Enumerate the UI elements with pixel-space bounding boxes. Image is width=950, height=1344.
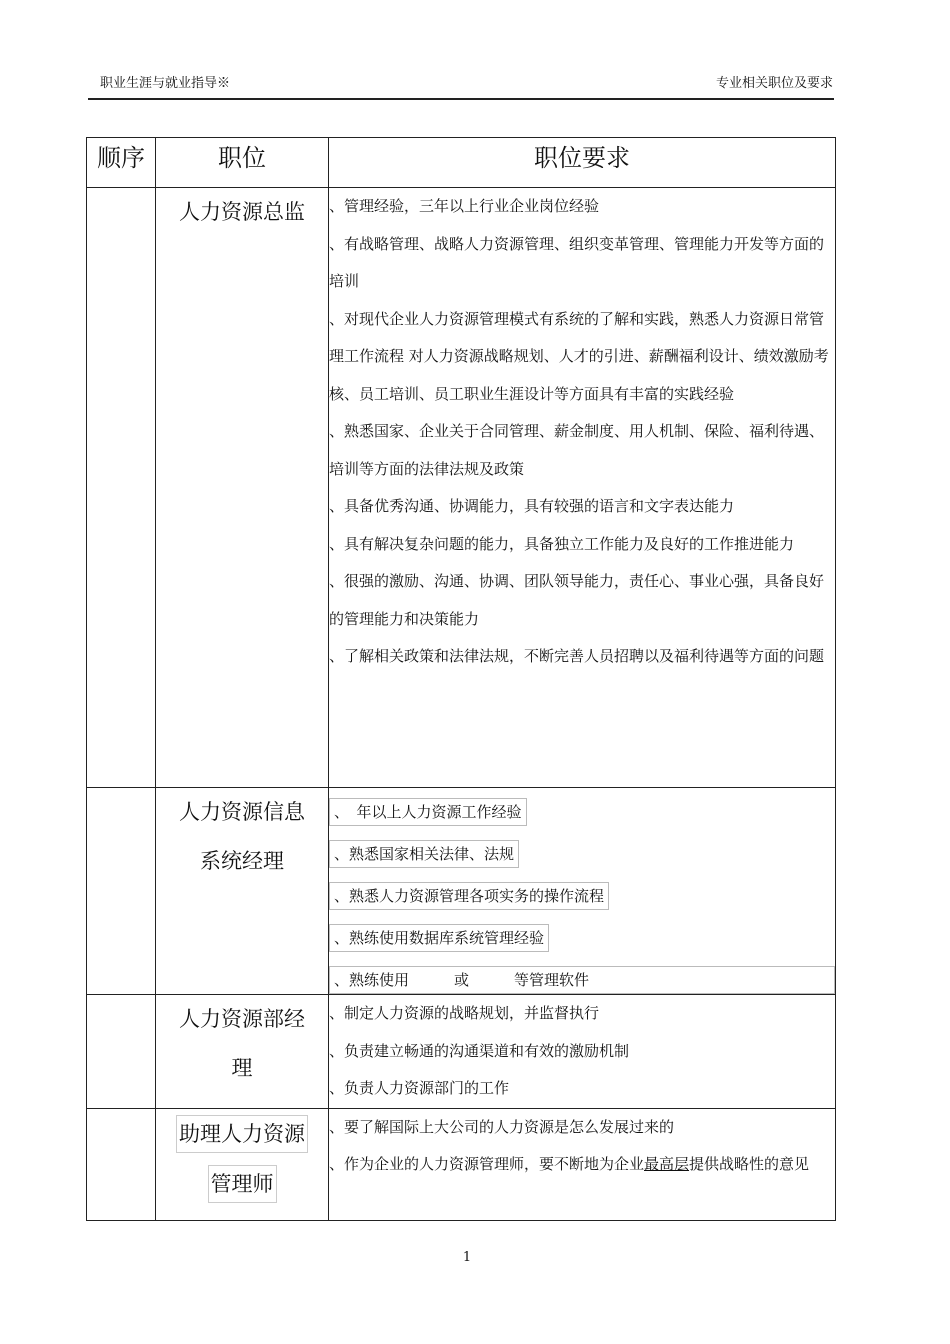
table-row	[87, 188, 836, 788]
requirement-item: 、熟悉国家相关法律、法规	[329, 840, 519, 868]
position-cell	[156, 1108, 329, 1220]
requirement-item: 、熟练使用数据库系统管理经验	[329, 924, 549, 952]
position-name-line: 理	[231, 1056, 253, 1080]
requirements-cell	[329, 788, 836, 995]
underlined-term: 最高层	[644, 1155, 690, 1173]
order-cell	[87, 788, 156, 995]
requirement-item: 、具有解决复杂问题的能力，具备独立工作能力及良好的工作推进能力	[329, 534, 795, 553]
column-header-position: 职位	[156, 138, 329, 188]
requirement-item: 、熟练使用 或 等管理软件	[329, 966, 835, 994]
requirement-item: 、管理经验，三年以上行业企业岗位经验	[329, 197, 600, 215]
requirement-item: 、负责建立畅通的沟通渠道和有效的激励机制	[329, 1041, 630, 1060]
requirement-item: 、很强的激励、沟通、协调、团队领导能力，责任心、事业心强，具备良好的管理能力和决策能力	[329, 572, 825, 628]
table-header-row	[87, 138, 836, 188]
requirement-item: 、了解相关政策和法律法规，不断完善人员招聘以及福利待遇等方面的问题	[329, 647, 825, 665]
header-title-right: 专业相关职位及要求	[715, 76, 833, 91]
requirement-item: 、熟悉国家、企业关于合同管理、薪金制度、用人机制、保险、福利待遇、培训等方面的法律法规及政策	[329, 422, 825, 478]
table-row	[87, 788, 836, 995]
position-name-line: 人力资源部经	[179, 1007, 305, 1031]
requirement-item: 、负责人力资源部门的工作	[329, 1079, 510, 1097]
order-cell	[87, 995, 156, 1109]
requirements-cell	[329, 188, 836, 788]
column-header-order: 顺序	[87, 138, 156, 188]
requirement-item: 、熟悉人力资源管理各项实务的操作流程	[329, 882, 609, 910]
position-name-line: 管理师	[208, 1165, 277, 1203]
position-cell	[156, 188, 329, 788]
requirements-cell	[329, 1108, 836, 1220]
position-name: 人力资源总监	[179, 200, 305, 224]
column-header-requirements: 职位要求	[329, 138, 836, 188]
requirement-item: 、有战略管理、战略人力资源管理、组织变革管理、管理能力开发等方面的培训	[329, 234, 825, 290]
position-cell	[156, 788, 329, 995]
requirement-item: 、具备优秀沟通、协调能力，具有较强的语言和文字表达能力	[329, 497, 735, 515]
requirements-cell	[329, 995, 836, 1109]
position-name-line: 人力资源信息	[179, 800, 305, 824]
requirement-item: 、要了解国际上大公司的人力资源是怎么发展过来的	[329, 1117, 675, 1136]
order-cell	[87, 188, 156, 788]
requirement-item: 、制定人力资源的战略规划，并监督执行	[329, 1004, 600, 1022]
order-cell	[87, 1108, 156, 1220]
table-row	[87, 1108, 836, 1220]
requirements-table	[86, 137, 836, 1221]
position-name-line: 助理人力资源	[176, 1115, 308, 1153]
requirement-item: 、作为企业的人力资源管理师，要不断地为企业最高层提供战略性的意见	[329, 1155, 810, 1173]
requirement-item: 、 年以上人力资源工作经验	[329, 798, 527, 826]
page-number: 1	[462, 1250, 472, 1265]
position-cell	[156, 995, 329, 1109]
requirement-item: 、对现代企业人力资源管理模式有系统的了解和实践，熟悉人力资源日常管理工作流程 对人力资源战略规划、人才的引进、薪酬福利设计、绩效激励考核、员工培训、员工职业生涯设计等方面具有丰富的实践经验	[329, 309, 829, 403]
header-divider	[88, 98, 834, 100]
position-name-line: 系统经理	[200, 849, 284, 873]
table-row	[87, 995, 836, 1109]
header-title-left: 职业生涯与就业指导※	[100, 76, 231, 91]
